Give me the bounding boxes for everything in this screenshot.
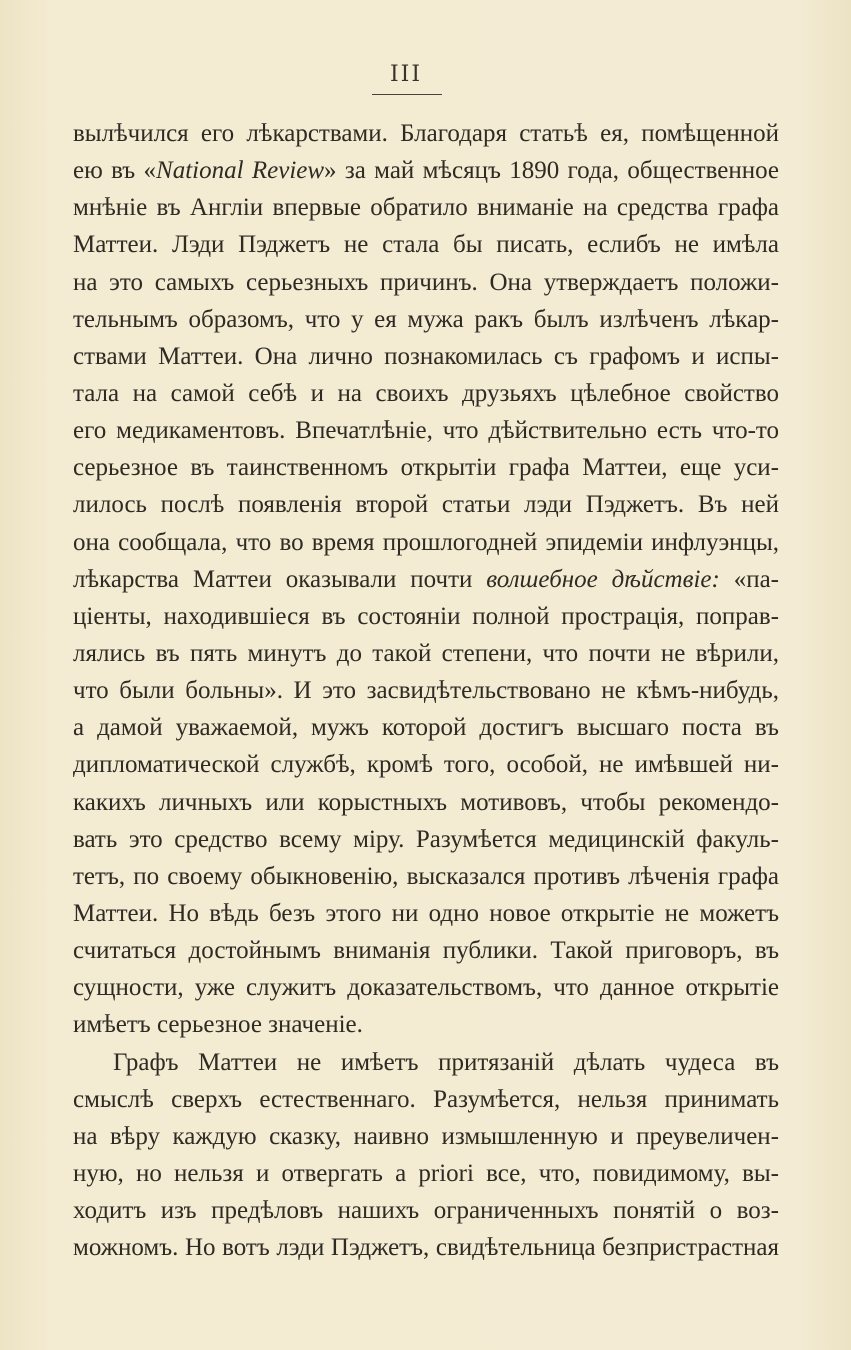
text-line: лилось послѣ появленія второй статьи лэди Пэджетъ. Въ ней [73,491,779,519]
text-line: ходитъ изъ предѣловъ нашихъ ограниченныхъ понятій о воз- [73,1197,779,1225]
text-line: вылѣчился его лѣкарствами. Благодаря статьѣ ея, помѣщенной [73,120,779,147]
italic-fragment: National Review [156,157,325,185]
paragraph-start-line: Графъ Маттеи не имѣетъ притязаній дѣлать чудеса въ [113,1048,779,1076]
text-line: дипломатической службѣ, кромѣ того, особой, не имѣвшей ни- [73,751,779,779]
text-line: какихъ личныхъ или корыстныхъ мотивовъ, чтобы рекомендо- [73,788,779,816]
text-line: на это самыхъ серьезныхъ причинъ. Она утверждаетъ положи- [73,268,779,296]
text-line: а дамой уважаемой, мужъ которой достигъ высшаго поста въ [73,714,779,742]
text-line: смыслѣ сверхъ естественнаго. Разумѣется, нельзя принимать [73,1085,779,1113]
text-line: считаться достойнымъ вниманія публики. Такой приговоръ, въ [73,937,779,965]
page-number: III [389,62,423,87]
text-line: его медикаментовъ. Впечатлѣніе, что дѣйствительно есть что-то [73,417,779,445]
text-line: тетъ, по своему обыкновенію, высказался противъ лѣченія графа [73,862,779,890]
text-line: можномъ. Но вотъ лэди Пэджетъ, свидѣтельница безпристрастная [73,1234,779,1262]
text-line: вать это средство всему міру. Разумѣется медицинскій факуль- [73,825,779,853]
text-line: тала на самой себѣ и на своихъ друзьяхъ цѣлебное свойство [73,379,779,407]
text-line: тельнымъ образомъ, что у ея мужа ракъ былъ излѣченъ лѣкар- [73,305,779,333]
header-rule [372,94,442,95]
text-line: сущности, уже служитъ доказательствомъ, что данное открытіе [73,974,779,1002]
text-line-italic-mixed: лѣкарства Маттеи оказывали почти волшебное дѣйствіе: «па- [73,565,779,593]
text-line: что были больны». И это засвидѣтельствовано не кѣмъ-нибудь, [73,677,779,705]
paragraph-end-line: имѣетъ серьезное значеніе. [73,1011,363,1039]
italic-fragment: волшебное дѣйствіе: [486,565,720,593]
text-line: на вѣру каждую сказку, наивно измышленную и преувеличен- [73,1122,779,1150]
text-line: мнѣніе въ Англіи впервые обратило вниманіе на средства графа [73,194,779,222]
text-line: Маттеи. Но вѣдь безъ этого ни одно новое открытіе не можетъ [73,899,779,927]
text-line: ціенты, находившіеся въ состояніи полной прострація, поправ- [73,602,779,630]
text-line: Маттеи. Лэди Пэджетъ не стала бы писать, еслибъ не имѣла [73,231,779,259]
text-line-italic-mixed: ею въ «National Review» за май мѣсяцъ 1890 года, общественное [73,157,779,185]
text-line: серьезное въ таинственномъ открытіи графа Маттеи, еще уси- [73,454,779,482]
text-line: ствами Маттеи. Она лично познакомилась съ графомъ и испы- [73,342,779,370]
text-line: лялись въ пять минутъ до такой степени, что почти не вѣрили, [73,639,779,667]
text-line: ную, но нельзя и отвергать a priori все, что, повидимому, вы- [73,1159,779,1187]
body-text [73,115,779,1266]
text-line: она сообщала, что во время прошлогодней эпидеміи инфлуэнцы, [73,528,779,556]
